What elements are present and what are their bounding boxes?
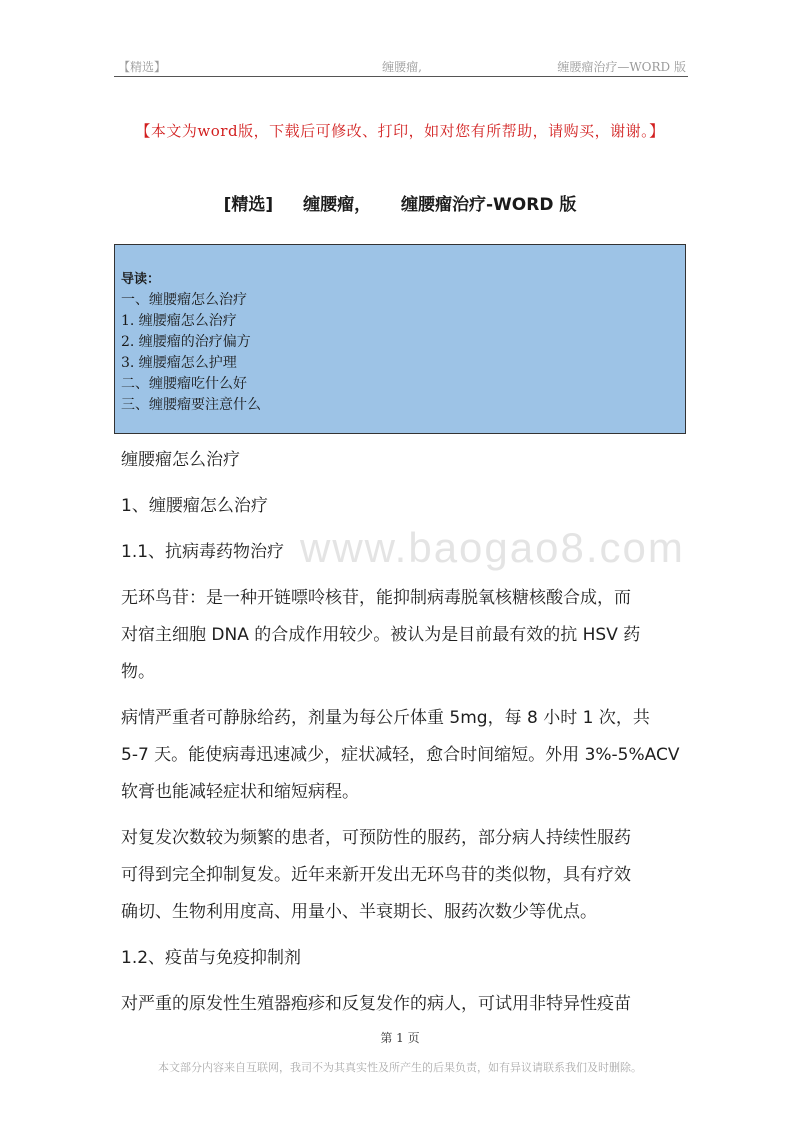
guide-item: 一、缠腰瘤怎么治疗 xyxy=(121,292,247,308)
header-divider xyxy=(114,76,688,77)
section-heading: 缠腰瘤怎么治疗 xyxy=(121,450,240,470)
title-part-2: 缠腰瘤， xyxy=(303,195,372,215)
paragraph-line: 无环鸟苷：是一种开链嘌呤核苷，能抑制病毒脱氧核糖核酸合成，而 xyxy=(121,588,631,608)
paragraph-line: 可得到完全抑制复发。近年来新开发出无环鸟苷的类似物，具有疗效 xyxy=(121,865,631,885)
paragraph-line: 软膏也能减轻症状和缩短病程。 xyxy=(121,782,359,802)
page-number: 第 1 页 xyxy=(380,1031,420,1045)
subsection-heading: 1.1、抗病毒药物治疗 xyxy=(121,542,285,562)
paragraph-line: 对复发次数较为频繁的患者，可预防性的服药，部分病人持续性服药 xyxy=(121,828,631,848)
guide-heading: 导读： xyxy=(121,272,161,287)
purchase-notice: 【本文为word版，下载后可修改、打印，如对您有所帮助，请购买，谢谢。】 xyxy=(135,122,665,140)
body-text xyxy=(121,442,685,1023)
guide-item: 3. 缠腰瘤怎么护理 xyxy=(121,355,237,371)
watermark: www.baogao8.com xyxy=(300,524,685,571)
subsection-heading: 1.2、疫苗与免疫抑制剂 xyxy=(121,948,302,968)
guide-item: 二、缠腰瘤吃什么好 xyxy=(121,376,247,392)
paragraph-line: 确切、生物利用度高、用量小、半衰期长、服药次数少等优点。 xyxy=(121,902,597,922)
paragraph-line: 对宿主细胞 DNA 的合成作用较少。被认为是目前最有效的抗 HSV 药 xyxy=(121,625,641,645)
title-part-1: [精选] xyxy=(223,195,274,215)
page-footer: 本文部分内容来自互联网，我司不为其真实性及所产生的后果负责，如有异议请联系我们及时删除。 xyxy=(158,1061,642,1074)
paragraph-line: 物。 xyxy=(121,662,155,682)
guide-item: 1. 缠腰瘤怎么治疗 xyxy=(121,313,237,329)
guide-item: 三、缠腰瘤要注意什么 xyxy=(121,397,261,413)
header-right: 缠腰瘤治疗—WORD 版 xyxy=(557,60,686,74)
header-center: 缠腰瘤, xyxy=(382,60,422,74)
document-title xyxy=(0,190,800,215)
subsection-heading: 1、缠腰瘤怎么治疗 xyxy=(121,496,268,516)
paragraph-line: 对严重的原发性生殖器疱疹和反复发作的病人，可试用非特异性疫苗 xyxy=(121,994,631,1014)
guide-box xyxy=(114,244,686,434)
title-part-3: 缠腰瘤治疗-WORD 版 xyxy=(401,195,577,215)
header-left: 【精选】 xyxy=(118,60,167,74)
guide-item: 2. 缠腰瘤的治疗偏方 xyxy=(121,334,251,350)
paragraph-line: 5-7 天。能使病毒迅速减少，症状减轻，愈合时间缩短。外用 3%-5%ACV xyxy=(121,745,680,765)
paragraph-line: 病情严重者可静脉给药，剂量为每公斤体重 5mg，每 8 小时 1 次，共 xyxy=(121,708,650,728)
